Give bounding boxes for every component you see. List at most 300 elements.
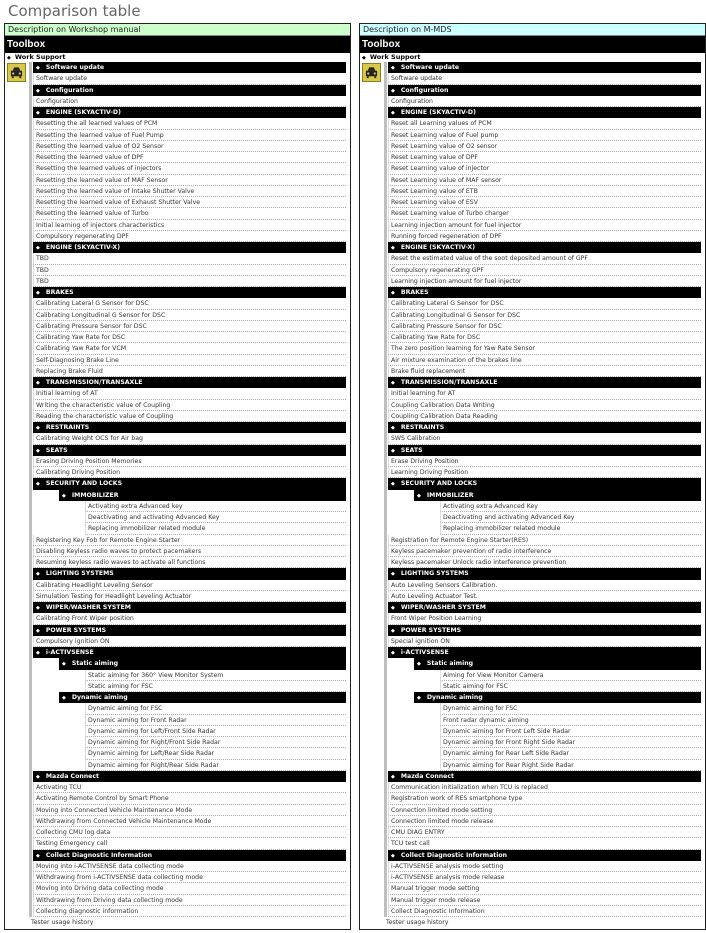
category-label: Software update [400,64,460,71]
procedure-label: Calibrating Yaw Rate for DSC [391,334,481,341]
procedure-row[interactable] [388,636,701,647]
procedure-label: Registration work of RES smartphone type [391,795,523,803]
procedure-row[interactable] [33,366,346,377]
procedure-row[interactable] [388,433,701,444]
procedure-row[interactable] [33,197,346,208]
procedure-row[interactable] [388,591,701,602]
category-label: Configuration [400,86,449,94]
procedure-row[interactable] [33,96,346,107]
category-row[interactable] [388,771,701,782]
procedure-label: Configuration [391,97,433,105]
work-support-label: Work Support [369,53,421,61]
expand-icon: ◆ [391,447,395,454]
procedure-label: Collecting CMU log data [36,829,111,836]
procedure-row[interactable] [388,872,701,883]
category-row[interactable] [388,107,701,118]
procedure-label: Dynamic aiming for Right/Rear Side Radar [88,761,219,769]
panel-header: Description on Workshop manual [5,24,350,36]
procedure-label: Calibrating Driving Position [36,469,121,476]
procedure-row[interactable] [388,613,701,624]
panel-header: Description on M-MDS [360,24,705,36]
tree-rows [360,62,705,917]
procedure-label: Reset Learning value of MAF sensor [391,176,502,184]
procedure-row[interactable] [388,906,701,917]
expand-icon: ◆ [62,695,66,701]
procedure-row[interactable] [388,298,701,309]
category-row[interactable] [388,287,701,298]
procedure-row[interactable] [33,883,346,894]
procedure-row[interactable] [85,715,346,726]
procedure-label: SWS Calibration [391,435,441,443]
expand-icon: ◆ [391,87,395,94]
procedure-label: Calibrating Pressure Sensor for DSC [36,322,147,330]
procedure-row[interactable] [388,96,701,107]
procedure-row[interactable] [33,400,346,411]
procedure-row[interactable] [388,366,701,377]
procedure-row[interactable] [33,906,346,917]
procedure-row[interactable] [33,163,346,174]
procedure-label: Calibrating Front Wiper position [36,615,134,623]
procedure-row[interactable] [388,141,701,152]
procedure-row[interactable] [33,805,346,816]
category-label: IMMOBILIZER [71,491,119,499]
procedure-row[interactable] [33,253,346,264]
procedure-row[interactable] [388,231,701,242]
procedure-row[interactable] [388,276,701,287]
category-label: POWER SYSTEMS [400,626,462,634]
category-label: SECURITY AND LOCKS [45,480,123,488]
category-label: WIPER/WASHER SYSTEM [45,604,131,611]
procedure-label: Reset Learning value of Fuel pump [391,131,499,139]
expand-icon: ◆ [36,380,40,386]
procedure-row[interactable] [85,512,346,523]
procedure-row[interactable] [388,130,701,141]
procedure-row[interactable] [33,591,346,602]
procedure-row[interactable] [388,883,701,894]
category-row[interactable] [388,625,701,636]
expand-icon: ◆ [62,661,66,668]
category-row[interactable] [33,445,346,456]
procedure-label: Communication initialization when TCU is replaced [391,784,548,791]
work-support-header[interactable] [360,53,705,62]
procedure-row[interactable] [388,411,701,422]
procedure-row[interactable] [33,152,346,163]
procedure-label: Reset Learning value of ETB [391,187,478,195]
category-row[interactable] [388,602,701,613]
procedure-row[interactable] [388,186,701,197]
category-row[interactable] [414,490,701,501]
procedure-row[interactable] [388,456,701,467]
procedure-label: Deactivating and activating Advanced Key [88,514,220,521]
procedure-row[interactable] [388,118,701,129]
category-row[interactable] [388,445,701,456]
expand-icon: ◆ [62,492,66,499]
procedure-row[interactable] [85,501,346,512]
procedure-row[interactable] [33,343,346,354]
category-label: BRAKES [45,289,74,296]
procedure-row[interactable] [85,726,346,737]
procedure-label: TBD [36,266,49,274]
toolbox-title: Toolbox [5,36,350,53]
category-row[interactable] [388,850,701,861]
procedure-label: Reading the characteristic value of Coupling [36,412,174,420]
procedure-label: Reset Learning value of DPF [391,154,478,161]
procedure-row[interactable] [388,175,701,186]
procedure-row[interactable] [33,141,346,152]
category-row[interactable] [33,242,346,253]
procedure-row[interactable] [388,467,701,478]
category-row[interactable] [388,62,701,73]
procedure-row[interactable] [33,411,346,422]
procedure-label: Activating extra Advanced Key [443,502,538,510]
procedure-row[interactable] [388,388,701,399]
procedure-label: The zero position learning for Yaw Rate Sensor [391,345,535,353]
work-support-header[interactable] [5,53,350,62]
category-row[interactable] [33,625,346,636]
procedure-label: Withdrawing from i-ACTIVSENSE data collecting mode [36,874,203,881]
procedure-row[interactable] [33,546,346,557]
procedure-row[interactable] [33,118,346,129]
procedure-row[interactable] [33,321,346,332]
tree-guide [29,62,32,917]
expand-icon: ◆ [7,55,11,61]
toolbox-title: Toolbox [360,36,705,53]
category-label: RESTRAINTS [400,424,445,431]
procedure-label: Resetting the learned value of Intake Shutter Valve [36,187,195,195]
procedure-row[interactable] [33,208,346,219]
procedure-row[interactable] [33,782,346,793]
expand-icon: ◆ [391,571,395,578]
category-row[interactable] [33,62,346,73]
procedure-label: TBD [36,277,49,285]
tree-guide [384,62,387,917]
procedure-row[interactable] [440,748,701,759]
category-row[interactable] [33,377,346,388]
category-label: Collect Diagnostic Information [45,851,153,859]
expand-icon: ◆ [391,110,395,116]
procedure-row[interactable] [388,400,701,411]
expand-icon: ◆ [417,492,421,499]
category-row[interactable] [33,771,346,782]
category-label: Configuration [45,86,94,94]
procedure-row[interactable] [440,703,701,714]
procedure-label: Coupling Calibration Data Writing [391,401,495,409]
procedure-row[interactable] [33,310,346,321]
procedure-row[interactable] [388,321,701,332]
procedure-row[interactable] [440,760,701,771]
procedure-row[interactable] [33,895,346,906]
procedure-row[interactable] [33,613,346,624]
procedure-row[interactable] [33,276,346,287]
category-row[interactable] [33,422,346,433]
expand-icon: ◆ [417,695,421,701]
category-row[interactable] [388,85,701,96]
procedure-row[interactable] [440,715,701,726]
procedure-label: i-ACTIVSENSE analysis mode release [391,874,505,881]
procedure-label: Moving into i-ACTIVSENSE data collecting mode [36,862,184,870]
category-row[interactable] [388,568,701,579]
procedure-label: Learning Driving Position [391,469,469,476]
expand-icon: ◆ [391,245,395,251]
category-row[interactable] [33,85,346,96]
expand-icon: ◆ [391,290,395,296]
procedure-row[interactable] [440,512,701,523]
procedure-row[interactable] [85,681,346,692]
category-label: LIGHTING SYSTEMS [400,570,469,578]
procedure-row[interactable] [440,523,701,534]
category-label: Mazda Connect [45,772,99,780]
category-label: LIGHTING SYSTEMS [45,570,114,578]
procedure-row[interactable] [33,73,346,84]
category-row[interactable] [414,658,701,669]
category-label: BRAKES [400,289,429,296]
procedure-label: Disabling Keyless radio waves to protect pacemakers [36,547,202,555]
category-row[interactable] [33,478,346,489]
procedure-row[interactable] [85,737,346,748]
procedure-label: Withdrawing from Driving data collecting mode [36,896,183,904]
expand-icon: ◆ [36,650,40,656]
procedure-row[interactable] [33,186,346,197]
category-row[interactable] [33,602,346,613]
procedure-label: Self-Diagnosing Brake Line [36,356,119,364]
category-label: ENGINE (SKYACTIV-X) [400,244,476,251]
category-row[interactable] [33,647,346,658]
procedure-label: Reset Learning value of injector [391,165,490,173]
category-label: TRANSMISSION/TRANSAXLE [400,379,498,386]
procedure-label: Dynamic aiming for Rear Right Side Radar [443,761,574,769]
category-label: SEATS [400,446,423,454]
procedure-label: Calibrating Yaw Rate for VCM [36,345,127,353]
procedure-row[interactable] [388,782,701,793]
procedure-row[interactable] [33,636,346,647]
procedure-row[interactable] [388,805,701,816]
category-row[interactable] [59,658,346,669]
category-row[interactable] [59,490,346,501]
category-row[interactable] [388,422,701,433]
category-label: i-ACTIVSENSE [45,649,94,656]
category-row[interactable] [33,287,346,298]
category-row[interactable] [388,242,701,253]
procedure-row[interactable] [33,265,346,276]
procedure-label: Resetting the learned value of MAF Sensor [36,176,168,184]
procedure-label: Connection limited mode setting [391,806,493,814]
category-label: Static aiming [71,660,119,668]
procedure-label: Static aiming for FSC [88,682,153,690]
procedure-label: Resetting the learned values of injectors [36,165,162,173]
procedure-label: Auto Leveling Sensors Calibration. [391,581,498,589]
procedure-row[interactable] [33,838,346,849]
procedure-row[interactable] [85,523,346,534]
category-row[interactable] [59,692,346,703]
procedure-row[interactable] [388,343,701,354]
procedure-row[interactable] [440,726,701,737]
procedure-row[interactable] [85,670,346,681]
expand-icon: ◆ [36,245,40,251]
procedure-row[interactable] [388,73,701,84]
category-label: WIPER/WASHER SYSTEM [400,604,486,611]
procedure-row[interactable] [440,670,701,681]
procedure-label: Writing the characteristic value of Coupling [36,401,171,409]
procedure-label: Calibrating Lateral G Sensor for DSC [36,300,149,308]
procedure-row[interactable] [33,535,346,546]
expand-icon: ◆ [36,571,40,578]
procedure-label: Moving into Connected Vehicle Maintenance Mode [36,806,193,814]
procedure-label: Resetting the learned value of DPF [36,154,144,161]
procedure-label: Resetting the learned value of Turbo [36,210,149,218]
procedure-label: Resetting the learned value of Fuel Pump [36,131,164,139]
category-label: i-ACTIVSENSE [400,649,449,656]
category-row[interactable] [388,478,701,489]
procedure-label: Registration for Remote Engine Starter(RES) [391,536,529,544]
procedure-label: Activating extra Advanced key [88,502,183,510]
procedure-label: Calibrating Yaw Rate for DSC [36,334,126,341]
procedure-label: Activating Remote Control by Smart Phone [36,795,169,803]
procedure-row[interactable] [388,827,701,838]
procedure-label: Replacing immobilizer related module [443,525,561,533]
procedure-label: Moving into Driving data collecting mode [36,885,164,893]
procedure-label: Dynamic aiming for Rear Left Side Radar [443,750,570,758]
procedure-row[interactable] [33,175,346,186]
procedure-label: Collect Diagnostic Information [391,907,485,915]
expand-icon: ◆ [391,650,395,656]
tester-usage-history[interactable]: Tester usage history [386,919,449,926]
procedure-label: Testing Emergency call [36,840,108,848]
tree-rows [5,62,350,917]
tester-usage-history[interactable]: Tester usage history [31,919,94,926]
procedure-label: Air mixture examination of the brakes line [391,356,522,364]
procedure-label: Manual trigger mode release [391,896,481,904]
procedure-label: Initial learning for AT [391,390,456,398]
procedure-row[interactable] [33,130,346,141]
procedure-row[interactable] [33,861,346,872]
procedure-label: Static aiming for FSC [443,682,508,690]
work-support-label: Work Support [14,53,66,61]
category-row[interactable] [33,568,346,579]
procedure-row[interactable] [388,535,701,546]
procedure-label: Calibrating Pressure Sensor for DSC [391,322,502,330]
category-row[interactable] [33,107,346,118]
procedure-row[interactable] [388,152,701,163]
procedure-label: Dynamic aiming for Left/Front Side Radar [88,727,216,735]
procedure-label: Calibrating Longitudinal G Sensor for DSC [36,311,166,319]
category-label: Dynamic aiming [426,694,483,701]
expand-icon: ◆ [391,605,395,611]
procedure-row[interactable] [388,220,701,231]
procedure-label: Coupling Calibration Data Reading [391,412,498,420]
category-row[interactable] [388,647,701,658]
category-row[interactable] [414,692,701,703]
category-row[interactable] [388,377,701,388]
procedure-label: Software update [391,75,443,83]
procedure-row[interactable] [33,580,346,591]
category-label: Dynamic aiming [71,694,128,701]
procedure-row[interactable] [33,456,346,467]
procedure-row[interactable] [33,231,346,242]
procedure-label: Learning injection amount for fuel injector [391,221,522,229]
procedure-row[interactable] [85,748,346,759]
procedure-row[interactable] [33,467,346,478]
procedure-row[interactable] [33,298,346,309]
procedure-label: Collecting diagnostic information [36,907,139,915]
procedure-row[interactable] [388,546,701,557]
procedure-label: Calibrating Lateral G Sensor for DSC [391,300,504,308]
expand-icon: ◆ [36,425,40,431]
procedure-label: Dynamic aiming for FSC [88,705,163,713]
procedure-row[interactable] [388,793,701,804]
expand-icon: ◆ [391,773,395,780]
procedure-row[interactable] [33,872,346,883]
expand-icon: ◆ [36,290,40,296]
procedure-row[interactable] [33,388,346,399]
procedure-label: Auto Leveling Actuator Test. [391,592,478,600]
procedure-label: Registering Key Fob for Remote Engine Starter [36,536,181,544]
expand-icon: ◆ [36,65,40,71]
procedure-row[interactable] [388,838,701,849]
procedure-row[interactable] [33,816,346,827]
procedure-row[interactable] [388,163,701,174]
procedure-row[interactable] [388,310,701,321]
procedure-row[interactable] [388,557,701,568]
procedure-label: Running forced regeneration of DPF [391,232,502,240]
procedure-label: Initial learning of AT [36,390,98,398]
procedure-row[interactable] [440,737,701,748]
procedure-row[interactable] [33,355,346,366]
procedure-row[interactable] [388,816,701,827]
category-label: RESTRAINTS [45,424,90,431]
procedure-row[interactable] [33,332,346,343]
procedure-label: Aiming for View Monitor Camera [443,671,544,679]
procedure-label: Reset Learning value of ESV [391,199,478,206]
procedure-label: Static aiming for 360° View Monitor System [88,671,224,679]
procedure-row[interactable] [388,580,701,591]
procedure-row[interactable] [388,895,701,906]
page-title: Comparison table [8,2,141,20]
procedure-label: Dynamic aiming for Front Left Side Radar [443,727,571,735]
procedure-row[interactable] [388,332,701,343]
procedure-row[interactable] [33,220,346,231]
category-row[interactable] [33,850,346,861]
procedure-label: Compulsory regenerating DPF [36,232,129,240]
procedure-row[interactable] [85,760,346,771]
procedure-row[interactable] [388,861,701,872]
procedure-row[interactable] [388,355,701,366]
procedure-row[interactable] [33,557,346,568]
procedure-row[interactable] [440,681,701,692]
procedure-label: Calibrating Headlight Leveling Sensor [36,581,153,589]
procedure-label: Configuration [36,97,78,105]
procedure-row[interactable] [33,827,346,838]
procedure-label: Software update [36,75,88,83]
procedure-row[interactable] [85,703,346,714]
procedure-row[interactable] [388,265,701,276]
procedure-row[interactable] [440,501,701,512]
expand-icon: ◆ [391,852,395,859]
procedure-label: Initial learning of injectors characteristics [36,221,165,229]
procedure-row[interactable] [388,208,701,219]
category-label: ENGINE (SKYACTIV-D) [400,109,476,116]
procedure-row[interactable] [388,197,701,208]
procedure-row[interactable] [33,793,346,804]
expand-icon: ◆ [36,110,40,116]
panel-m-mds [359,23,706,930]
procedure-label: Reset all Learning values of PCM [391,120,492,128]
procedure-label: Reset the estimated value of the soot deposited amount of GPF [391,255,588,263]
procedure-label: Calibrating Weight OCS for Air bag [36,435,143,443]
procedure-row[interactable] [388,253,701,264]
expand-icon: ◆ [36,773,40,780]
procedure-label: Erase Driving Position [391,457,459,465]
procedure-row[interactable] [33,433,346,444]
